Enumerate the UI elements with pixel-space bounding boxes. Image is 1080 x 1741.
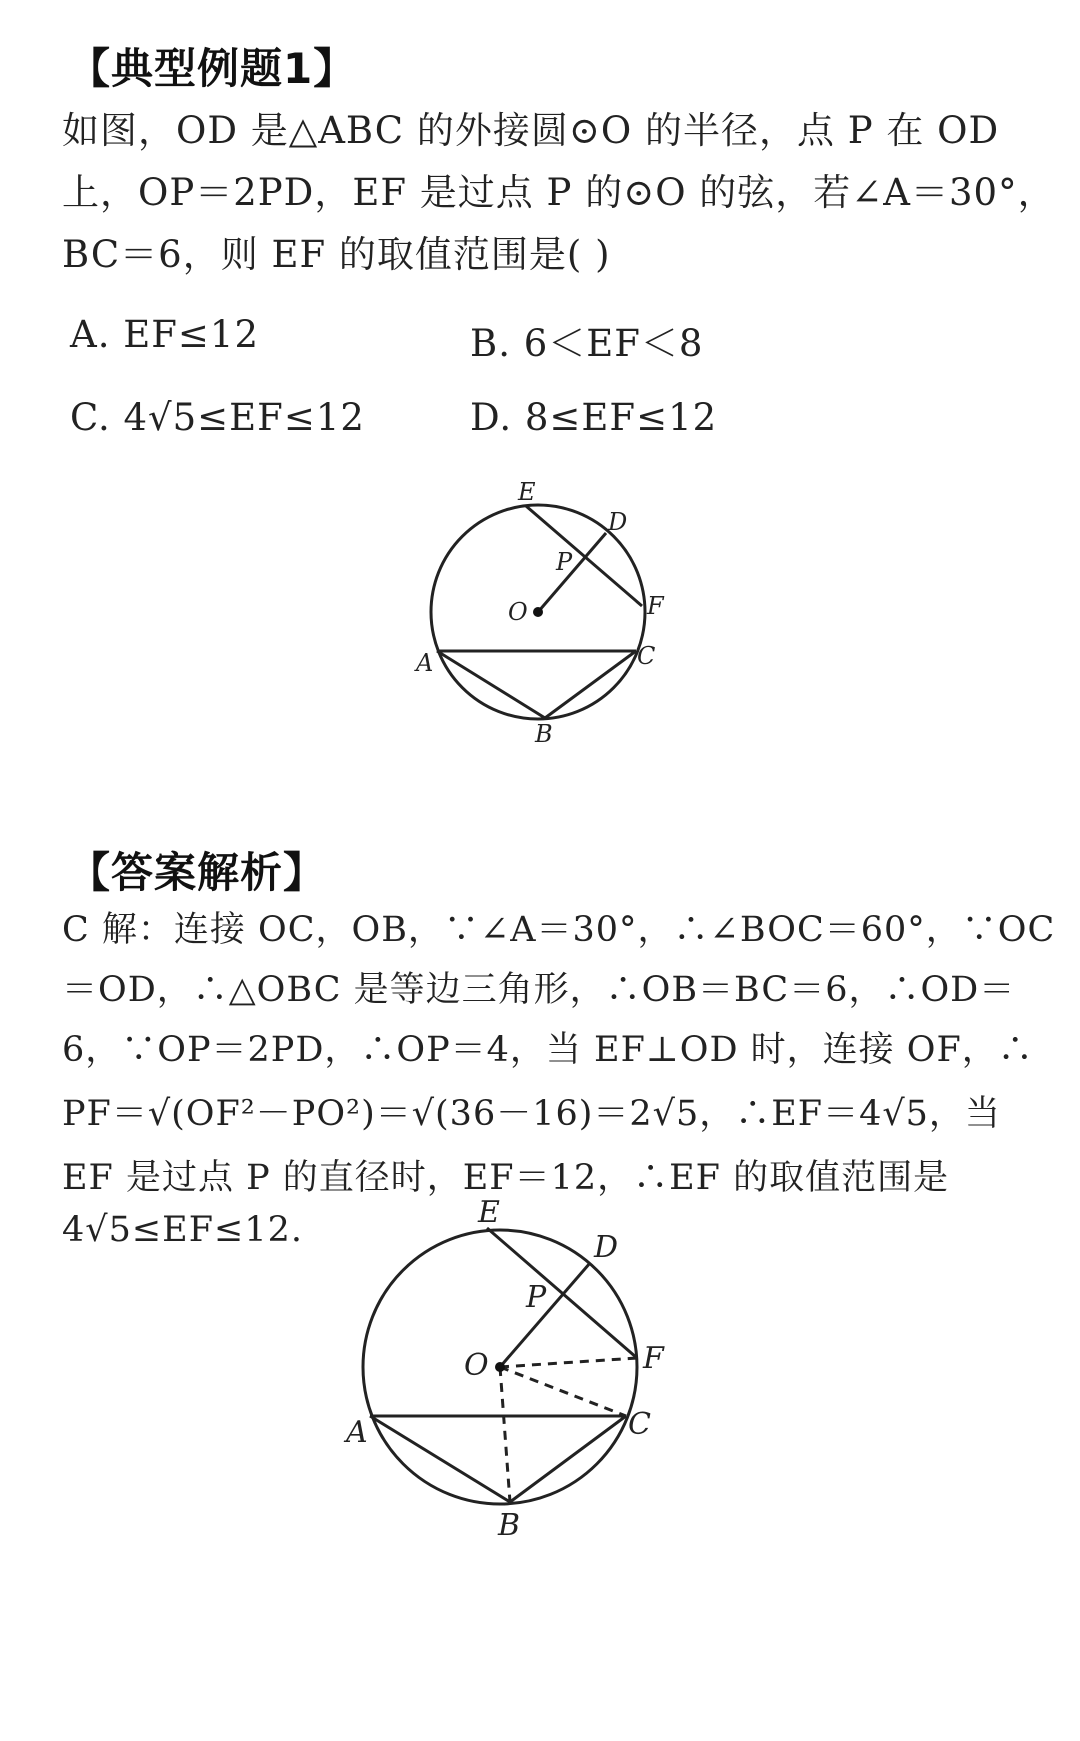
label-a: A xyxy=(416,649,434,677)
label-f: F xyxy=(647,592,664,620)
label-e: E xyxy=(478,1195,500,1230)
label-f: F xyxy=(643,1341,664,1376)
dashed-oc xyxy=(500,1367,626,1416)
solution-line-6: 4√5≤EF≤12. xyxy=(62,1210,303,1250)
side-bc xyxy=(545,651,636,718)
label-o: O xyxy=(508,598,528,626)
question-line-3: BC＝6，则 EF 的取值范围是( ) xyxy=(62,233,611,276)
label-d: D xyxy=(608,508,628,536)
solution-line-2: ＝OD，∴△OBC 是等边三角形，∴OB＝BC＝6，∴OD＝ xyxy=(62,970,1016,1010)
label-p: P xyxy=(556,548,573,576)
question-line-2: 上，OP＝2PD，EF 是过点 P 的⊙O 的弦，若∠A＝30°， xyxy=(62,171,1056,214)
example-heading: 【典型例题1】 xyxy=(68,44,357,93)
label-p: P xyxy=(526,1280,547,1315)
question-figure xyxy=(400,470,730,770)
label-c: C xyxy=(628,1407,651,1442)
question-line-1: 如图，OD 是△ABC 的外接圆⊙O 的半径，点 P 在 OD xyxy=(62,109,1000,152)
solution-line-1: C 解：连接 OC，OB，∵∠A＝30°，∴∠BOC＝60°，∵OC xyxy=(62,910,1056,950)
option-a: A. EF≤12 xyxy=(70,313,260,356)
dashed-ob xyxy=(500,1367,510,1502)
option-c: C. 4√5≤EF≤12 xyxy=(70,396,365,439)
label-b: B xyxy=(498,1508,521,1543)
solution-line-4: PF＝√(OF²－PO²)＝√(36－16)＝2√5，∴EF＝4√5，当 xyxy=(62,1094,1001,1134)
answer-heading: 【答案解析】 xyxy=(68,848,327,897)
label-e: E xyxy=(518,478,536,506)
label-a: A xyxy=(346,1415,368,1450)
label-d: D xyxy=(594,1230,619,1265)
solution-line-5: EF 是过点 P 的直径时，EF＝12，∴EF 的取值范围是 xyxy=(62,1158,950,1198)
label-c: C xyxy=(637,642,656,670)
center-point xyxy=(533,607,543,617)
label-o: O xyxy=(464,1348,489,1383)
solution-line-3: 6，∵OP＝2PD，∴OP＝4，当 EF⊥OD 时，连接 OF，∴ xyxy=(62,1030,1034,1070)
option-b: B. 6＜EF＜8 xyxy=(470,322,704,365)
option-d: D. 8≤EF≤12 xyxy=(470,396,718,439)
solution-figure xyxy=(330,1180,730,1560)
center-point xyxy=(495,1362,505,1372)
label-b: B xyxy=(535,720,553,748)
dashed-of xyxy=(500,1358,637,1367)
side-bc xyxy=(510,1416,626,1502)
